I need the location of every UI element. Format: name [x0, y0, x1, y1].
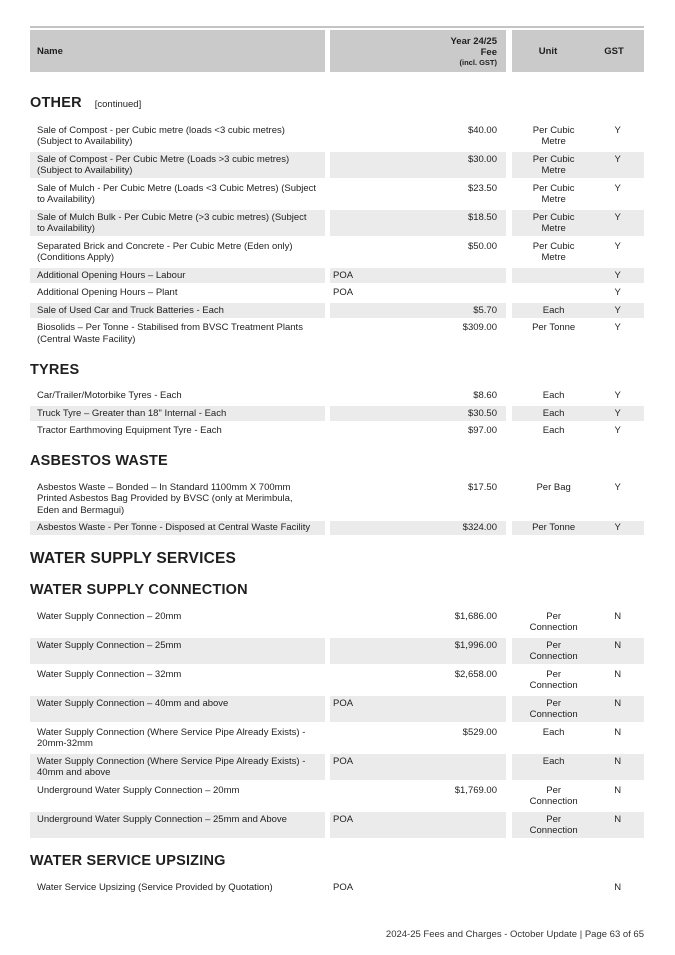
fee-unit-gst: [512, 181, 644, 207]
fee-unit-gst: [512, 268, 644, 283]
fee-unit: Each: [542, 407, 565, 419]
fee-unit: Per Cubic Metre: [532, 211, 575, 234]
fee-name: Underground Water Supply Connection – 20mm: [37, 784, 240, 796]
fee-unit-gst: [512, 696, 644, 722]
fee-unit: [512, 880, 591, 895]
fee-unit: Per Connection: [529, 784, 578, 807]
fee-name: Water Supply Connection – 32mm: [37, 668, 182, 680]
fee-unit-gst: [512, 609, 644, 635]
section-heading: [30, 853, 644, 870]
fee-amount: $1,769.00: [454, 784, 497, 796]
fee-unit: Each: [542, 425, 565, 436]
fee-name: Underground Water Supply Connection – 25mm and Above: [30, 812, 325, 838]
fee-name: Separated Brick and Concrete - Per Cubic Metre (Eden only) (Conditions Apply): [37, 240, 293, 263]
fee-unit-gst: [512, 321, 644, 347]
fee-row: [30, 152, 644, 178]
section-title: OTHER: [30, 95, 82, 111]
fee-gst: N: [614, 784, 622, 796]
column-header-fee-incl-gst: (incl. GST): [459, 57, 497, 67]
column-header-fee: [330, 30, 506, 72]
fee-unit-gst: [512, 812, 644, 838]
fee-gst: Y: [614, 240, 621, 252]
fee-row: [30, 667, 644, 693]
fee-row: [30, 638, 644, 664]
fee-unit-gst: [512, 389, 644, 404]
fee-unit-gst: [512, 521, 644, 536]
fee-amount: $1,686.00: [454, 610, 497, 622]
fee-gst: Y: [614, 182, 621, 194]
fee-gst: Y: [614, 211, 621, 223]
fee-gst: Y: [614, 124, 621, 136]
fee-name: Water Supply Connection – 25mm: [30, 638, 325, 664]
fee-gst: N: [614, 813, 622, 825]
fee-unit: Per Connection: [529, 697, 578, 720]
fee-gst: N: [614, 697, 622, 709]
fee-unit: Per Cubic Metre: [532, 240, 575, 263]
section-title: TYRES: [30, 361, 80, 378]
fee-amount: $97.00: [467, 425, 497, 436]
fee-row: [30, 725, 644, 751]
fee-row: [30, 783, 644, 809]
fee-unit: Per Connection: [529, 639, 578, 662]
fee-unit-gst: [512, 424, 644, 439]
fee-unit: Per Connection: [529, 813, 578, 836]
fee-unit-gst: [512, 123, 644, 149]
fee-row: [30, 480, 644, 518]
fee-name: Water Supply Connection (Where Service Pipe Already Exists) - 20mm-32mm: [37, 726, 306, 749]
fee-row: [30, 812, 644, 838]
document-page: [30, 0, 644, 898]
fee-unit: Per Cubic Metre: [532, 153, 575, 176]
section-water-service-upsizing: [30, 853, 644, 895]
fee-unit-gst: [512, 286, 644, 301]
fee-unit: Per Bag: [536, 481, 571, 493]
fee-name: Water Service Upsizing (Service Provided by Quotation): [37, 881, 273, 893]
section-other: [30, 95, 644, 347]
fee-unit-gst: [512, 880, 644, 895]
fee-unit: Per Tonne: [532, 522, 576, 533]
fee-name: Additional Opening Hours – Labour: [30, 268, 325, 283]
fee-gst: Y: [614, 390, 621, 401]
fee-unit: Each: [542, 755, 565, 767]
fee-unit-gst: [512, 303, 644, 318]
table-top-border: [30, 26, 644, 28]
section-water-supply-connection: [30, 582, 644, 838]
fee-row: [30, 286, 644, 301]
column-header-name: Name: [30, 30, 325, 72]
fee-name: Asbestos Waste – Bonded – In Standard 1100mm X 700mm Printed Asbestos Bag Provided by BVSC (only at Merimbula, Eden and Bermagui): [37, 481, 293, 516]
fee-gst: N: [614, 610, 622, 622]
section-heading: [30, 582, 644, 599]
fee-gst: N: [614, 881, 622, 893]
section-heading: [30, 453, 644, 470]
fee-amount: $5.70: [330, 303, 506, 318]
fee-gst: N: [614, 726, 622, 738]
fee-gst: Y: [614, 322, 621, 333]
fee-amount: $529.00: [462, 726, 497, 738]
section-tyres: [30, 362, 644, 439]
fee-name: Sale of Used Car and Truck Batteries - Each: [30, 303, 325, 318]
table-header-row: [30, 30, 644, 72]
fee-unit: Per Tonne: [532, 322, 576, 333]
fee-row: [30, 406, 644, 421]
fee-name: Biosolids – Per Tonne - Stabilised from BVSC Treatment Plants (Central Waste Facility): [37, 322, 303, 345]
section-heading: [30, 550, 644, 567]
column-header-unit: Unit: [538, 45, 558, 57]
fee-unit: Per Cubic Metre: [532, 124, 575, 147]
column-header-fee-year: Year 24/25: [450, 35, 497, 47]
fee-amount: POA: [330, 812, 506, 838]
fee-unit-gst: [512, 725, 644, 751]
section-title: WATER SUPPLY SERVICES: [30, 550, 237, 567]
fee-amount: POA: [330, 754, 506, 780]
fee-name: Additional Opening Hours – Plant: [37, 287, 178, 298]
fee-amount: POA: [330, 268, 506, 283]
fee-amount: $30.50: [330, 406, 506, 421]
fee-name: Sale of Mulch Bulk - Per Cubic Metre (>3 cubic metres) (Subject to Availability): [30, 210, 325, 236]
fee-unit-gst: [512, 667, 644, 693]
fee-gst: Y: [614, 287, 621, 298]
section-heading: [30, 95, 644, 113]
fee-amount: $309.00: [462, 322, 497, 333]
section-heading: [30, 362, 644, 379]
fee-row: [30, 239, 644, 265]
fee-unit: Per Cubic Metre: [532, 182, 575, 205]
fee-gst: Y: [614, 269, 621, 281]
fee-amount: $2,658.00: [454, 668, 497, 680]
fee-name: Asbestos Waste - Per Tonne - Disposed at Central Waste Facility: [30, 521, 325, 536]
fee-amount: $324.00: [330, 521, 506, 536]
fee-unit-gst: [512, 754, 644, 780]
section-title: WATER SERVICE UPSIZING: [30, 853, 226, 869]
fee-row: [30, 123, 644, 149]
fee-row: [30, 696, 644, 722]
column-header-unit-gst: [512, 30, 644, 72]
fee-gst: Y: [614, 425, 621, 436]
fee-gst: Y: [614, 407, 621, 419]
section-asbestos-waste: [30, 453, 644, 535]
fee-gst: N: [614, 639, 622, 651]
fee-name: Water Supply Connection – 20mm: [37, 610, 182, 622]
fee-name: Sale of Mulch - Per Cubic Metre (Loads <3 Cubic Metres) (Subject to Availability): [37, 182, 317, 205]
fee-row: [30, 389, 644, 404]
fee-unit-gst: [512, 480, 644, 518]
fee-amount: POA: [333, 881, 354, 893]
fee-amount: POA: [333, 287, 354, 298]
fee-amount: $1,996.00: [330, 638, 506, 664]
fee-row: [30, 521, 644, 536]
fee-row: [30, 303, 644, 318]
fee-gst: Y: [614, 481, 621, 493]
fee-gst: N: [614, 755, 622, 767]
fee-table-body: [30, 95, 644, 895]
fee-row: [30, 268, 644, 283]
fee-unit: Per Connection: [529, 668, 578, 691]
fee-unit: [512, 268, 591, 283]
section-title: WATER SUPPLY CONNECTION: [30, 582, 248, 598]
fee-row: [30, 609, 644, 635]
section-title: ASBESTOS WASTE: [30, 453, 168, 469]
column-header-fee-label: Fee: [480, 46, 497, 58]
fee-name: Sale of Compost - per Cubic metre (loads <3 cubic metres) (Subject to Availability): [37, 124, 285, 147]
fee-unit-gst: [512, 239, 644, 265]
fee-unit: [512, 286, 591, 301]
section-water-supply-services: [30, 550, 644, 567]
fee-row: [30, 210, 644, 236]
fee-amount: $17.50: [467, 481, 497, 493]
fee-amount: $40.00: [467, 124, 497, 136]
fee-name: Water Supply Connection (Where Service Pipe Already Exists) - 40mm and above: [30, 754, 325, 780]
page-footer: 2024-25 Fees and Charges - October Update | Page 63 of 65: [385, 929, 644, 940]
fee-row: [30, 754, 644, 780]
fee-amount: $18.50: [330, 210, 506, 236]
fee-amount: $50.00: [467, 240, 497, 252]
fee-name: Sale of Compost - Per Cubic Metre (Loads >3 cubic metres) (Subject to Availability): [30, 152, 325, 178]
fee-row: [30, 321, 644, 347]
fee-unit: Per Connection: [529, 610, 578, 633]
fee-name: Tractor Earthmoving Equipment Tyre - Each: [37, 425, 222, 436]
fee-gst: Y: [614, 153, 621, 165]
fee-name: Truck Tyre – Greater than 18" Internal - Each: [30, 406, 325, 421]
section-continued-label: [continued]: [94, 99, 142, 110]
fee-unit: Each: [542, 726, 565, 738]
fee-amount: $23.50: [467, 182, 497, 194]
fee-name: Car/Trailer/Motorbike Tyres - Each: [37, 390, 182, 401]
fee-amount: $30.00: [330, 152, 506, 178]
fee-gst: Y: [614, 304, 621, 316]
fee-unit-gst: [512, 783, 644, 809]
fee-gst: Y: [614, 522, 621, 533]
fee-row: [30, 181, 644, 207]
fee-unit: Each: [542, 304, 565, 316]
fee-gst: N: [614, 668, 622, 680]
fee-unit-gst: [512, 638, 644, 664]
fee-row: [30, 424, 644, 439]
fee-amount: POA: [330, 696, 506, 722]
fee-unit-gst: [512, 406, 644, 421]
column-header-gst: GST: [604, 45, 624, 57]
fee-amount: $8.60: [473, 390, 497, 401]
fee-row: [30, 880, 644, 895]
fee-unit-gst: [512, 210, 644, 236]
fee-unit-gst: [512, 152, 644, 178]
fee-unit: Each: [542, 390, 565, 401]
fee-name: Water Supply Connection – 40mm and above: [30, 696, 325, 722]
